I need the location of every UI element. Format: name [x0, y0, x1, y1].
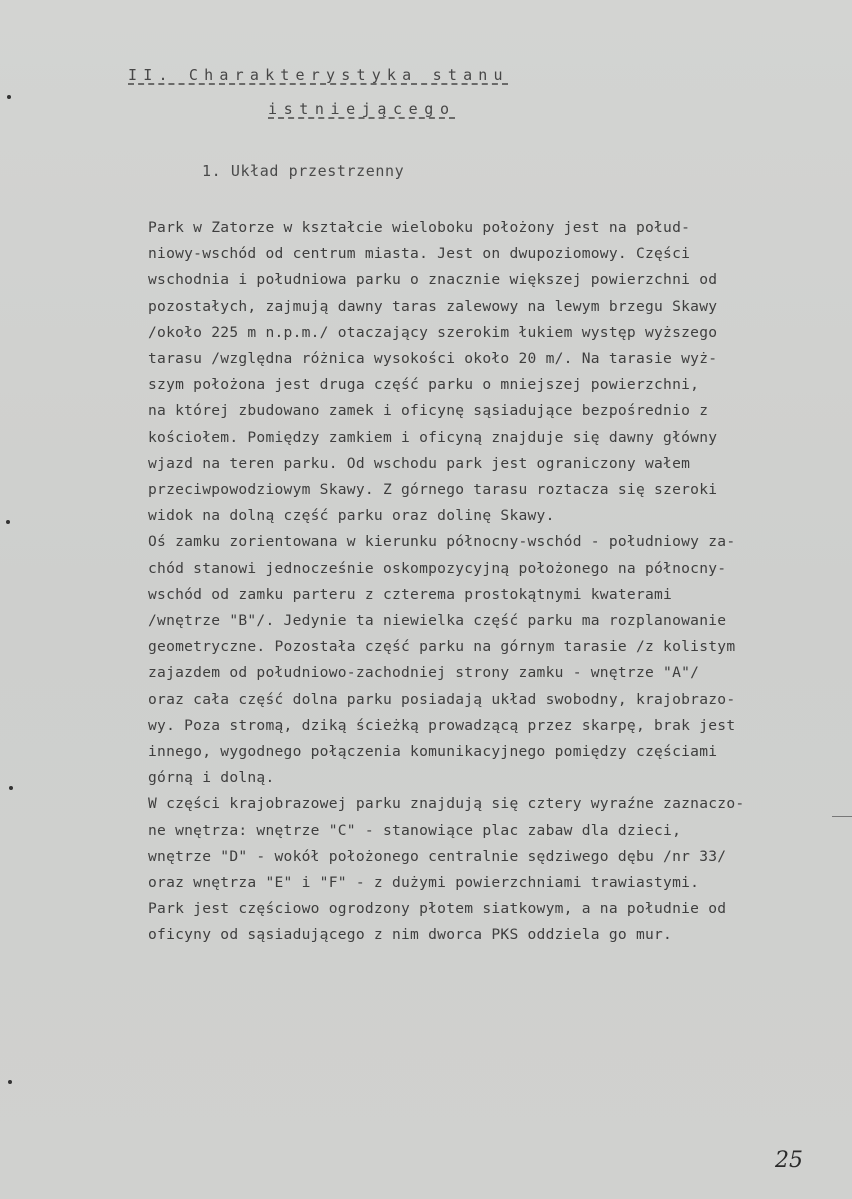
text-line: oraz wnętrza "E" i "F" - z dużymi powierzchniami trawiastymi. [148, 874, 700, 892]
text-line: /około 225 m n.p.m./ otaczający szerokim łukiem występ wyższego [148, 323, 718, 341]
punch-mark [7, 95, 11, 99]
text-line: kościołem. Pomiędzy zamkiem i oficyną znajduje się dawny główny [148, 428, 718, 446]
text-line: Park w Zatorze w kształcie wieloboku położony jest na połud- [148, 219, 691, 236]
text-line: oficyny od sąsiadującego z nim dworca PKS oddziela go mur. [148, 926, 673, 944]
punch-mark [8, 1080, 12, 1084]
section-heading: 1. Układ przestrzenny [202, 162, 405, 180]
text-line: wnętrze "D" - wokół położonego centralnie sędziwego dębu /nr 33/ [148, 847, 727, 865]
text-line: geometryczne. Pozostała część parku na górnym tarasie /z kolistym [148, 638, 736, 656]
text-line: na której zbudowano zamek i oficynę sąsiadujące bezpośrednio z [148, 402, 709, 420]
text-line: chód stanowi jednocześnie oskompozycyjną położonego na północny- [148, 559, 727, 577]
page-number: 25 [775, 1148, 803, 1173]
text-line: tarasu /względna różnica wysokości około 20 m/. Na tarasie wyż- [148, 350, 718, 368]
text-line: Oś zamku zorientowana w kierunku północny-wschód - południowy za- [148, 533, 736, 551]
text-line: widok na dolną część parku oraz dolinę Skawy. [148, 507, 555, 525]
edge-mark [832, 816, 852, 817]
text-line: pozostałych, zajmują dawny taras zalewowy na lewym brzegu Skawy [148, 297, 718, 315]
text-line: /wnętrze "B"/. Jedynie ta niewielka część parku ma rozplanowanie [148, 612, 727, 630]
chapter-title-continuation: istniejącego [268, 100, 456, 118]
body-text [148, 215, 828, 949]
text-line: wjazd na teren parku. Od wschodu park jest ograniczony wałem [148, 454, 691, 472]
text-line: przeciwpowodziowym Skawy. Z górnego tarasu roztacza się szeroki [148, 481, 718, 499]
text-line: zajazdem od południowo-zachodniej strony zamku - wnętrze "A"/ [148, 664, 700, 682]
text-line: innego, wygodnego połączenia komunikacyjnego pomiędzy częściami [148, 743, 718, 761]
text-line: oraz cała część dolna parku posiadają układ swobodny, krajobrazo- [148, 690, 736, 708]
text-line: wy. Poza stromą, dziką ścieżką prowadzącą przez skarpę, brak jest [148, 716, 736, 734]
text-line: wschód od zamku parteru z czterema prostokątnymi kwaterami [148, 585, 673, 603]
chapter-title: II. Charakterystyka stanu [128, 66, 509, 84]
text-line: W części krajobrazowej parku znajdują się cztery wyraźne zaznaczo- [148, 795, 745, 813]
punch-mark [9, 786, 13, 790]
punch-mark [6, 520, 10, 524]
text-line: szym położona jest druga część parku o mniejszej powierzchni, [148, 376, 700, 394]
text-line: niowy-wschód od centrum miasta. Jest on dwupoziomowy. Części [148, 245, 691, 263]
text-line: Park jest częściowo ogrodzony płotem siatkowym, a na południe od [148, 900, 727, 918]
text-line: wschodnia i południowa parku o znacznie większej powierzchni od [148, 271, 718, 289]
text-line: górną i dolną. [148, 769, 275, 787]
text-line: ne wnętrza: wnętrze "C" - stanowiące plac zabaw dla dzieci, [148, 821, 682, 839]
